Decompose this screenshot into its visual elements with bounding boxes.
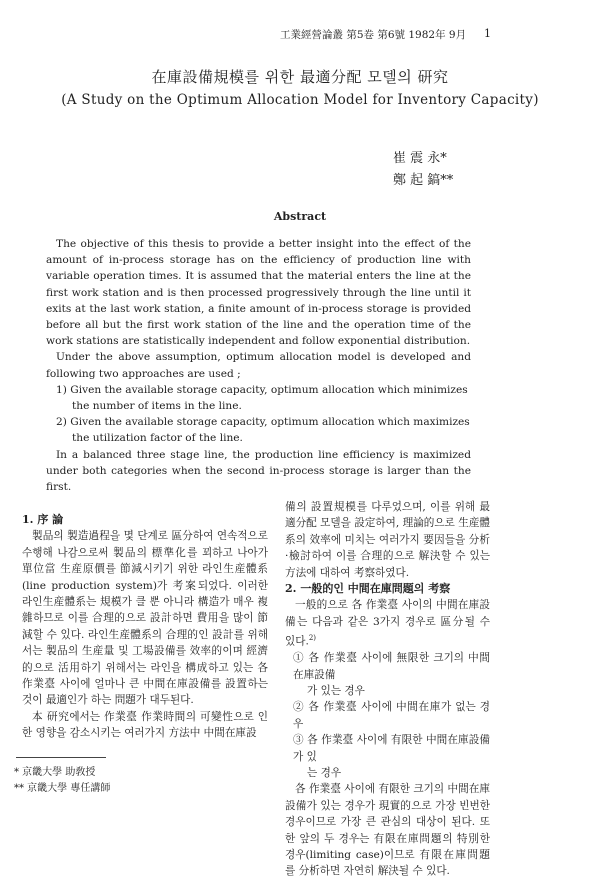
footnote-2: ** 京畿大學 專任講師 bbox=[14, 783, 111, 794]
abstract-list-item-cont: the number of items in the line. bbox=[72, 400, 242, 413]
title-english: (A Study on the Optimum Allocation Model for Inventory Capacity) bbox=[61, 92, 539, 108]
body-paragraph: 備의 設置規模를 다루었으며, 이를 위해 最適分配 모델을 設定하여, 理論的으로 生産體系의 效率에 미치는 여러가지 要因들을 分析·檢討하여 이를 合理的으로 解決할 수 있는 方法에 대하여 考察하였다. bbox=[285, 501, 491, 579]
author-1: 崔 震 永* bbox=[393, 151, 447, 166]
abstract-heading: Abstract bbox=[273, 210, 327, 223]
case-item-cont: 는 경우 bbox=[307, 767, 342, 780]
right-column bbox=[285, 499, 490, 880]
body-paragraph: 本 研究에서는 作業臺 作業時間의 可變性으로 인한 영향을 감소시키는 여러가지 方法中 中間在庫設 bbox=[22, 710, 268, 740]
case-item: ① 各 作業臺 사이에 無限한 크기의 中間在庫設備 bbox=[293, 652, 490, 681]
case-item: ② 各 作業臺 사이에 中間在庫가 없는 경우 bbox=[293, 701, 490, 730]
title-korean: 在庫設備規模를 위한 最適分配 모델의 研究 bbox=[151, 68, 449, 86]
abstract-paragraph: The objective of this thesis to provide a better insight into the effect of the amount of in-process storage has on the efficiency of production line with variable operation times. It is assumed that the material enters the line at the first work station and is then processed progressively through the line until it exits at the last work station, a finite amount of in-process storage is provided before all but the first work station of the line and the operation time of the work stations are statistically independent and follow exponential distribution. bbox=[46, 238, 471, 348]
abstract-body bbox=[46, 236, 471, 495]
body-paragraph: 製品의 製造過程을 몇 단계로 區分하여 연속적으로 수행해 나감으로써 製品의 標準化를 꾀하고 나아가 單位當 生産原價를 節減시키기 위한 라인生産體系 (line production system)가 考案되었다. 이러한 라인生産體系는 規模가 클 뿐 아니라 構造가 매우 複雜하므로 이를 合理的으로 設計하면 費用을 많이 節減할 수 있다. 라인生産體系의 合理的인 設計를 위해서는 製品의 生産量 및 工場設備를 效率的이며 經濟的으로 活用하기 위해서는 라인을 構成하고 있는 各 作業臺 사이에 얼마나 큰 中間在庫設備를 設置하는 것이 最適인가 하는 問題가 대두된다. bbox=[22, 530, 268, 707]
journal-citation: 工業經營論叢 第5卷 第6號 1982年 9月 bbox=[280, 29, 467, 41]
footnote-1: * 京畿大學 助敎授 bbox=[14, 767, 96, 778]
case-item-cont: 가 있는 경우 bbox=[307, 685, 365, 697]
body-paragraph: 各 作業臺 사이에 有限한 크기의 中間在庫設備가 있는 경우가 現實的으로 가장 빈번한 경우이므로 가장 큰 관심의 대상이 된다. 또한 앞의 두 경우는 有限在庫問題의 特別한 경우(limiting case)이므로 有限在庫問題를 分析하면 자연히 解決될 수 있다. bbox=[285, 783, 490, 878]
footnotes bbox=[14, 765, 110, 797]
footnote-divider bbox=[16, 757, 106, 758]
section-heading: 2. 一般的인 中間在庫問題의 考察 bbox=[285, 582, 451, 596]
abstract-list-item-cont: the utilization factor of the line. bbox=[72, 432, 243, 445]
case-item: ③ 各 作業臺 사이에 有限한 中間在庫設備가 있 bbox=[293, 734, 490, 763]
author-2: 鄭 起 鎬** bbox=[393, 173, 454, 188]
abstract-paragraph: In a balanced three stage line, the production line efficiency is maximized under both categories when the second in-process storage is larger than the first. bbox=[46, 448, 471, 494]
abstract-list-item: 2) Given the available storage capacity, optimum allocation which maximizes bbox=[56, 416, 470, 429]
abstract-paragraph: Under the above assumption, optimum allocation model is developed and following two approaches are used ; bbox=[46, 351, 471, 380]
section-heading: 1. 序 論 bbox=[22, 513, 64, 526]
left-column bbox=[22, 512, 268, 742]
reference-superscript: 2) bbox=[308, 634, 317, 643]
body-paragraph bbox=[285, 597, 490, 650]
abstract-list-item: 1) Given the available storage capacity, optimum allocation which minimizes bbox=[56, 383, 468, 396]
page-number: 1 bbox=[484, 27, 491, 40]
body-paragraph-text: 一般的으로 各 作業臺 사이의 中間在庫設備는 다음과 같은 3가지 경우로 區分될 수 있다. bbox=[285, 599, 490, 648]
author-block bbox=[393, 148, 453, 192]
